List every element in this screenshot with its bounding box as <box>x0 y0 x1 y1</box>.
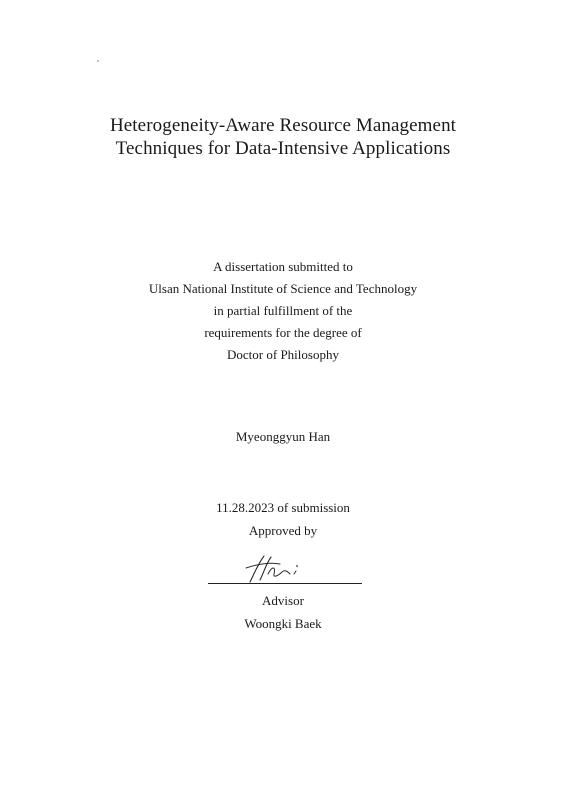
submission-line-5: Doctor of Philosophy <box>227 347 339 362</box>
scan-speck <box>97 60 99 62</box>
submission-line-4: requirements for the degree of <box>204 325 362 340</box>
submission-line-3: in partial fulfillment of the <box>213 303 353 318</box>
submission-line-1: A dissertation submitted to <box>213 259 353 274</box>
title-line-2: Techniques for Data-Intensive Applications <box>115 138 451 159</box>
submission-line-2: Ulsan National Institute of Science and Technology <box>148 281 418 296</box>
advisor-label: Advisor <box>262 593 304 608</box>
title-line-1: Heterogeneity-Aware Resource Management <box>109 115 457 136</box>
submission-date: 11.28.2023 of submission <box>216 500 350 515</box>
approved-by-label: Approved by <box>248 523 318 538</box>
author-name: Myeonggyun Han <box>235 429 331 444</box>
signature-line <box>208 583 362 584</box>
advisor-signature <box>240 552 310 586</box>
advisor-name: Woongki Baek <box>244 616 322 631</box>
